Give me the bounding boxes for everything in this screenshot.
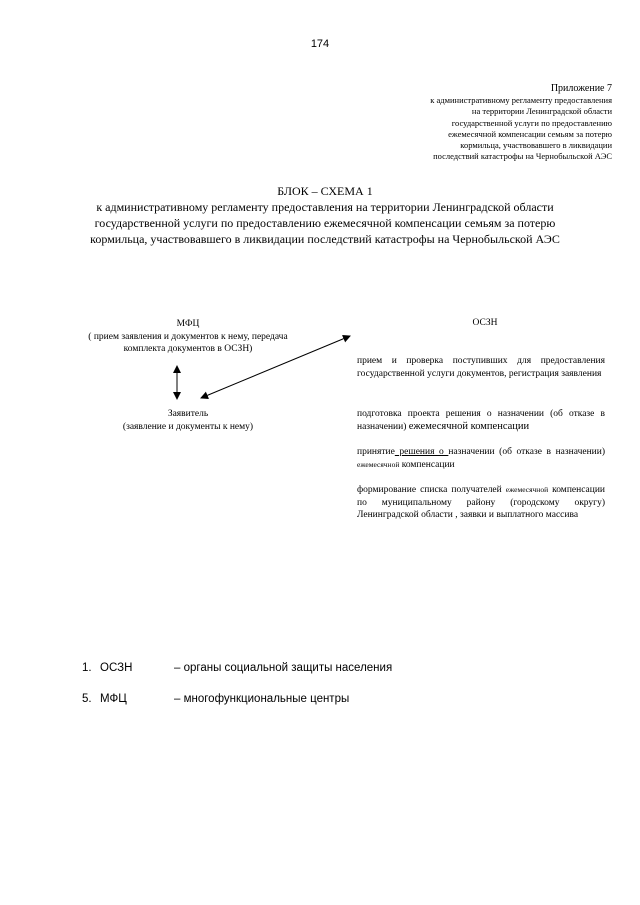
oszn-step-reception: прием и проверка поступивших для предоставления государственной услуги документов, регистрация заявления — [357, 356, 605, 379]
oszn-step-text: подготовка проекта решения о назначении (об отказе в назначении) — [357, 409, 605, 432]
schema-subtitle-line: государственной услуги по предоставлению ежемесячной компенсации семьям за потерю — [94, 216, 556, 230]
schema-subtitle-line: кормильца, участвовавшего в ликвидации последствий катастрофы на Чернобыльской АЭС — [90, 232, 560, 246]
legend-number: 1. — [82, 662, 92, 674]
schema-subtitle-line: к административному регламенту предоставления на территории Ленинградской области — [96, 200, 554, 214]
oszn-step-text: ежемесячной компенсации — [408, 420, 530, 432]
appendix-line: кормильца, участвовавшего в ликвидации — [460, 140, 612, 151]
legend-abbreviation: МФЦ — [100, 693, 127, 705]
appendix-title: Приложение 7 — [550, 83, 612, 94]
applicant-title: Заявитель — [167, 409, 209, 419]
schema-title: БЛОК – СХЕМА 1 — [277, 184, 373, 198]
oszn-step-text: компенсации — [399, 459, 455, 470]
mfc-description: комплекта документов в ОСЗН) — [123, 344, 253, 354]
appendix-line: государственной услуги по предоставлению — [451, 117, 612, 128]
oszn-step-text: решения о — [394, 447, 449, 457]
oszn-step-text: компенсации по муниципальному району (городскому округу) Ленинградской области , заявки и выплатного массива — [357, 485, 606, 520]
oszn-step-text: формирование списка получателей — [357, 485, 506, 495]
oszn-step-text: принятие — [357, 447, 395, 457]
appendix-line: к административному регламенту предоставления — [430, 95, 612, 105]
oszn-step-text: назначении (об отказе в назначении) — [448, 447, 605, 457]
applicant-description: (заявление и документы к нему) — [122, 421, 254, 432]
appendix-line: ежемесячной компенсации семьям за потерю — [448, 128, 612, 139]
oszn-title: ОСЗН — [472, 318, 498, 328]
appendix-line: последствий катастрофы на Чернобыльской АЭС — [433, 151, 612, 162]
legend-description: – многофункциональные центры — [174, 693, 350, 705]
legend-abbreviation: ОСЗН — [100, 662, 133, 674]
oszn-step-text: ежемесячной — [505, 485, 549, 494]
mfc-description: ( прием заявления и документов к нему, передача — [88, 331, 288, 342]
oszn-step-text: ежемесячной — [357, 459, 400, 469]
legend-number: 5. — [82, 693, 92, 705]
applicant-oszn-arrow — [201, 336, 350, 398]
page-number: 174 — [310, 38, 330, 50]
legend-description: – органы социальной защиты населения — [174, 662, 393, 674]
mfc-title: МФЦ — [176, 319, 200, 329]
appendix-line: на территории Ленинградской области — [471, 106, 612, 117]
